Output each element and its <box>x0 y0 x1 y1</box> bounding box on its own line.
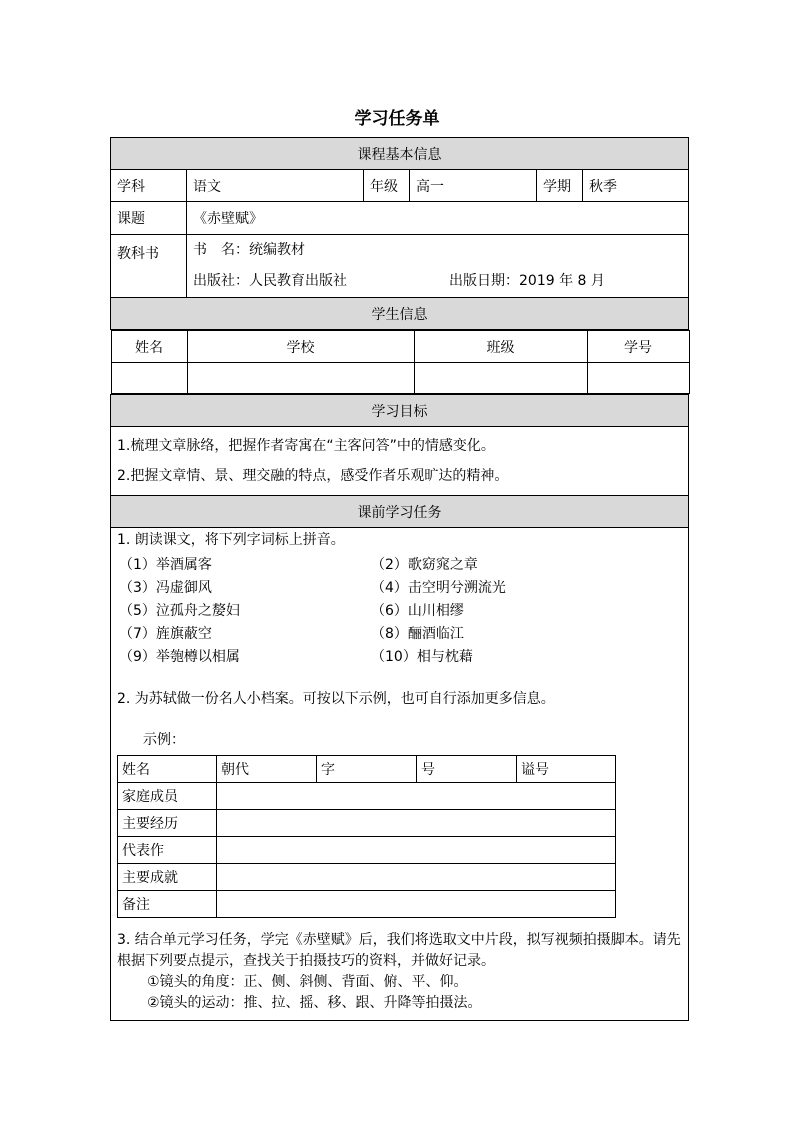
grade-label: 年级 <box>364 170 410 202</box>
example-label: 示例： <box>143 732 185 748</box>
profile-row-label: 家庭成员 <box>118 783 217 810</box>
page-title: 学习任务单 <box>354 109 440 129</box>
subject-label: 学科 <box>111 170 187 202</box>
profile-row-value[interactable] <box>217 810 616 837</box>
list-item: （8）酾酒临江 <box>371 625 464 642</box>
student-id-cell[interactable] <box>587 363 689 394</box>
profile-dynasty-header: 朝代 <box>217 756 317 783</box>
list-item: （10）相与枕藉 <box>371 648 473 665</box>
task3-point: ②镜头的运动：推、拉、摇、移、跟、升降等拍摄法。 <box>147 995 482 1011</box>
profile-pseudonym-header: 号 <box>417 756 517 783</box>
profile-posthumous-name-header: 谥号 <box>517 756 616 783</box>
profile-name-header: 姓名 <box>118 756 217 783</box>
task3-heading: 3. 结合单元学习任务，学完《赤壁赋》后，我们将选取文中片段，拟写视频拍摄脚本。请先根据下列要点提示，查找关于拍摄技巧的资料，并做好记录。 <box>117 932 681 969</box>
goal-item: 2.把握文章情、景、理交融的特点，感受作者乐观旷达的精神。 <box>117 468 509 484</box>
term-label: 学期 <box>537 170 583 202</box>
textbook-label: 教科书 <box>111 235 187 298</box>
task1-heading: 1. 朗读课文，将下列字词标上拼音。 <box>117 532 345 548</box>
student-id-header: 学号 <box>587 331 689 363</box>
section-student-info: 学生信息 <box>111 298 689 330</box>
list-item: （7）旌旗蔽空 <box>119 625 212 642</box>
topic-value: 《赤壁赋》 <box>187 202 689 235</box>
list-item: （5）泣孤舟之嫠妇 <box>119 602 240 619</box>
publisher: 出版社：人民教育出版社 <box>193 273 347 289</box>
book-name: 书 名：统编教材 <box>193 242 305 258</box>
goal-item: 1.梳理文章脉络，把握作者寄寓在“主客问答”中的情感变化。 <box>117 438 495 454</box>
student-school-cell[interactable] <box>187 363 414 394</box>
profile-row-value[interactable] <box>217 783 616 810</box>
profile-row-value[interactable] <box>217 891 616 918</box>
list-item: （6）山川相缪 <box>371 602 464 619</box>
profile-row-value[interactable] <box>217 864 616 891</box>
subject-value: 语文 <box>187 170 364 202</box>
pinyin-list <box>117 551 682 668</box>
topic-label: 课题 <box>111 202 187 235</box>
profile-courtesy-name-header: 字 <box>317 756 417 783</box>
list-item: （2）歌窈窕之章 <box>371 556 478 573</box>
term-value: 秋季 <box>583 170 689 202</box>
section-learning-goals: 学习目标 <box>111 395 689 427</box>
profile-row-label: 主要经历 <box>118 810 217 837</box>
profile-row-label: 代表作 <box>118 837 217 864</box>
profile-row-label: 主要成就 <box>118 864 217 891</box>
student-info-table <box>111 330 690 394</box>
student-name-header: 姓名 <box>111 331 187 363</box>
profile-example-table <box>117 755 616 918</box>
task2-heading: 2. 为苏轼做一份名人小档案。可按以下示例，也可自行添加更多信息。 <box>117 691 555 707</box>
section-pre-class-tasks: 课前学习任务 <box>111 496 689 528</box>
list-item: （3）冯虚御风 <box>119 579 212 596</box>
grade-value: 高一 <box>410 170 537 202</box>
list-item: （9）举匏樽以相属 <box>119 648 240 665</box>
student-class-cell[interactable] <box>414 363 587 394</box>
profile-row-label: 备注 <box>118 891 217 918</box>
task3-point: ①镜头的角度：正、侧、斜侧、背面、俯、平、仰。 <box>147 974 468 990</box>
list-item: （1）举酒属客 <box>119 556 212 573</box>
section-course-info: 课程基本信息 <box>111 138 689 170</box>
student-school-header: 学校 <box>187 331 414 363</box>
publish-date: 出版日期：2019 年 8 月 <box>449 273 605 289</box>
student-name-cell[interactable] <box>111 363 187 394</box>
profile-row-value[interactable] <box>217 837 616 864</box>
list-item: （4）击空明兮溯流光 <box>371 579 506 596</box>
student-class-header: 班级 <box>414 331 587 363</box>
task-sheet-table <box>110 137 689 1021</box>
